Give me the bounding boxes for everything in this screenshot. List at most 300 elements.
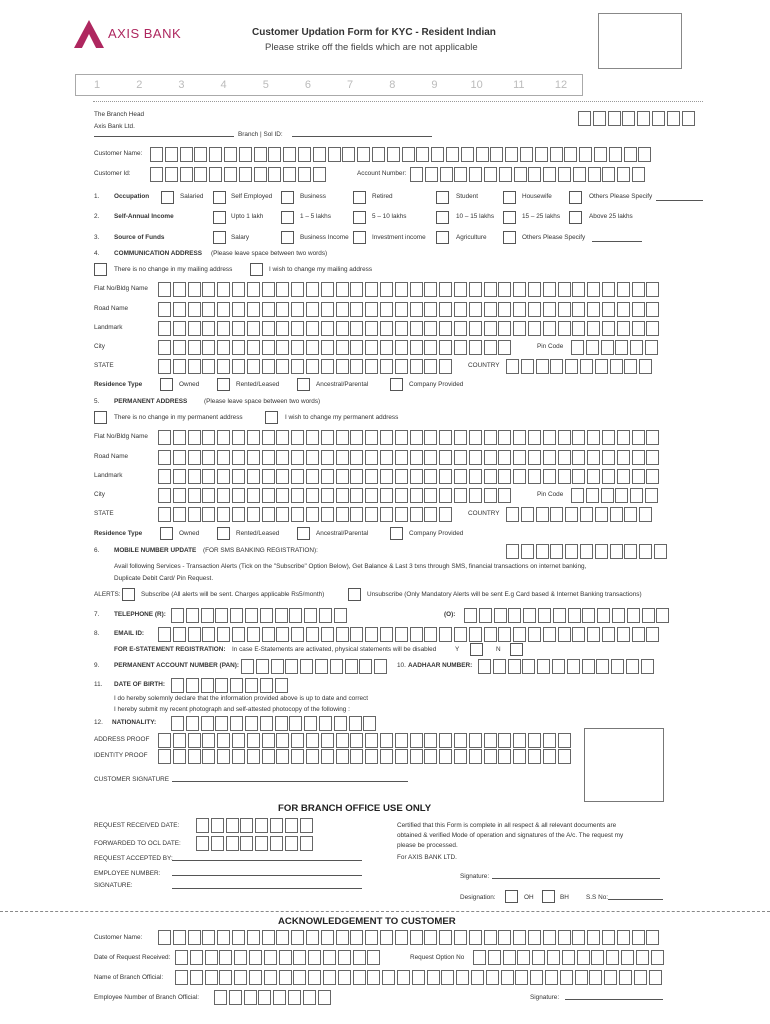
char-box[interactable] [217,450,230,465]
char-box[interactable] [158,733,171,748]
char-box[interactable] [632,302,645,317]
char-box[interactable] [528,430,541,445]
char-box[interactable] [249,950,262,965]
char-box[interactable] [572,321,585,336]
char-box[interactable] [188,488,201,503]
char-box[interactable] [547,950,560,965]
char-box[interactable] [446,147,459,162]
char-box[interactable] [630,488,643,503]
char-box[interactable] [336,930,349,945]
change-mailing-checkbox[interactable] [250,263,263,276]
char-box[interactable] [395,321,408,336]
char-box[interactable] [424,749,437,764]
char-box[interactable] [641,659,654,674]
char-box[interactable] [424,930,437,945]
char-box[interactable] [336,359,349,374]
char-box[interactable] [219,950,232,965]
char-box[interactable] [202,450,215,465]
char-box[interactable] [454,733,467,748]
char-box[interactable] [622,111,635,126]
char-box[interactable] [632,430,645,445]
char-box[interactable] [365,733,378,748]
char-box[interactable] [232,627,245,642]
char-box[interactable] [604,970,617,985]
char-box[interactable] [350,627,363,642]
char-box[interactable] [350,359,363,374]
char-box[interactable] [543,282,556,297]
char-box[interactable] [321,430,334,445]
char-box[interactable] [350,507,363,522]
char-box[interactable] [634,970,647,985]
char-box[interactable] [196,836,209,851]
char-box[interactable] [439,430,452,445]
char-box[interactable] [165,147,178,162]
occupation-others-line[interactable] [656,200,703,201]
char-box[interactable] [595,359,608,374]
char-box[interactable] [439,733,452,748]
char-box[interactable] [276,488,289,503]
char-box[interactable] [186,608,199,623]
char-box[interactable] [180,147,193,162]
char-box[interactable] [380,627,393,642]
char-box[interactable] [247,359,260,374]
char-box[interactable] [202,430,215,445]
char-box[interactable] [476,147,489,162]
char-box[interactable] [247,488,260,503]
char-box[interactable] [611,659,624,674]
char-box[interactable] [306,507,319,522]
char-box[interactable] [395,282,408,297]
income-option-checkbox[interactable] [353,211,366,224]
char-box[interactable] [469,430,482,445]
char-box[interactable] [395,430,408,445]
char-box[interactable] [424,507,437,522]
char-box[interactable] [202,733,215,748]
char-box[interactable] [357,147,370,162]
char-box[interactable] [271,659,284,674]
occupation-others-checkbox[interactable] [569,191,582,204]
char-box[interactable] [441,970,454,985]
perm-road-boxes[interactable] [158,450,661,465]
char-box[interactable] [410,282,423,297]
char-box[interactable] [454,930,467,945]
char-box[interactable] [276,450,289,465]
char-box[interactable] [639,359,652,374]
char-box[interactable] [440,167,453,182]
char-box[interactable] [171,608,184,623]
char-box[interactable] [350,469,363,484]
char-box[interactable] [173,430,186,445]
char-box[interactable] [215,716,228,731]
char-box[interactable] [646,450,659,465]
char-box[interactable] [626,659,639,674]
char-box[interactable] [298,167,311,182]
char-box[interactable] [247,450,260,465]
char-box[interactable] [247,430,260,445]
char-box[interactable] [517,950,530,965]
employee-number-line[interactable] [172,875,362,876]
char-box[interactable] [291,450,304,465]
char-box[interactable] [158,469,171,484]
char-box[interactable] [173,488,186,503]
char-box[interactable] [521,359,534,374]
dob-boxes[interactable] [171,678,289,693]
char-box[interactable] [158,749,171,764]
email-boxes[interactable] [158,627,661,642]
char-box[interactable] [490,147,503,162]
funds-option-checkbox[interactable] [436,231,449,244]
char-box[interactable] [232,469,245,484]
nationality-boxes[interactable] [171,716,378,731]
char-box[interactable] [194,147,207,162]
char-box[interactable] [523,608,536,623]
forwarded-boxes[interactable] [196,836,314,851]
char-box[interactable] [249,970,262,985]
char-box[interactable] [306,321,319,336]
char-box[interactable] [304,608,317,623]
char-box[interactable] [582,659,595,674]
char-box[interactable] [276,469,289,484]
char-box[interactable] [365,359,378,374]
char-box[interactable] [619,970,632,985]
char-box[interactable] [247,340,260,355]
char-box[interactable] [283,167,296,182]
char-box[interactable] [469,488,482,503]
char-box[interactable] [219,970,232,985]
char-box[interactable] [350,733,363,748]
char-box[interactable] [334,608,347,623]
char-box[interactable] [245,716,258,731]
char-box[interactable] [234,970,247,985]
char-box[interactable] [194,167,207,182]
char-box[interactable] [479,608,492,623]
char-box[interactable] [610,544,623,559]
char-box[interactable] [587,430,600,445]
char-box[interactable] [513,302,526,317]
char-box[interactable] [382,970,395,985]
char-box[interactable] [245,608,258,623]
char-box[interactable] [499,167,512,182]
char-box[interactable] [571,488,584,503]
char-box[interactable] [617,302,630,317]
char-box[interactable] [201,608,214,623]
char-box[interactable] [454,302,467,317]
char-box[interactable] [595,507,608,522]
char-box[interactable] [521,507,534,522]
char-box[interactable] [528,302,541,317]
char-box[interactable] [336,749,349,764]
char-box[interactable] [587,450,600,465]
char-box[interactable] [424,282,437,297]
char-box[interactable] [321,302,334,317]
char-box[interactable] [439,321,452,336]
char-box[interactable] [173,321,186,336]
char-box[interactable] [565,544,578,559]
char-box[interactable] [424,321,437,336]
char-box[interactable] [545,970,558,985]
char-box[interactable] [387,147,400,162]
char-box[interactable] [217,302,230,317]
char-box[interactable] [410,359,423,374]
char-box[interactable] [255,836,268,851]
char-box[interactable] [602,469,615,484]
char-box[interactable] [262,340,275,355]
char-box[interactable] [597,608,610,623]
char-box[interactable] [646,430,659,445]
char-box[interactable] [567,659,580,674]
char-box[interactable] [493,659,506,674]
char-box[interactable] [304,716,317,731]
char-box[interactable] [264,950,277,965]
char-box[interactable] [365,450,378,465]
char-box[interactable] [367,970,380,985]
char-box[interactable] [632,930,645,945]
char-box[interactable] [586,340,599,355]
char-box[interactable] [285,818,298,833]
officer-signature-line[interactable] [492,878,660,879]
char-box[interactable] [336,282,349,297]
char-box[interactable] [334,716,347,731]
char-box[interactable] [536,507,549,522]
perm-flat-boxes[interactable] [158,430,661,445]
char-box[interactable] [594,147,607,162]
char-box[interactable] [291,507,304,522]
char-box[interactable] [313,147,326,162]
char-box[interactable] [262,359,275,374]
char-box[interactable] [338,950,351,965]
char-box[interactable] [513,749,526,764]
char-box[interactable] [571,340,584,355]
char-box[interactable] [461,147,474,162]
char-box[interactable] [336,340,349,355]
char-box[interactable] [202,507,215,522]
char-box[interactable] [275,678,288,693]
pan-boxes[interactable] [241,659,389,674]
char-box[interactable] [580,359,593,374]
char-box[interactable] [498,749,511,764]
char-box[interactable] [503,950,516,965]
char-box[interactable] [270,836,283,851]
char-box[interactable] [279,970,292,985]
char-box[interactable] [469,749,482,764]
customer-signature-line[interactable] [172,781,408,782]
char-box[interactable] [624,507,637,522]
char-box[interactable] [508,608,521,623]
char-box[interactable] [632,321,645,336]
char-box[interactable] [247,321,260,336]
char-box[interactable] [318,990,331,1005]
char-box[interactable] [632,282,645,297]
char-box[interactable] [593,111,606,126]
char-box[interactable] [454,450,467,465]
char-box[interactable] [589,970,602,985]
char-box[interactable] [262,627,275,642]
char-box[interactable] [573,167,586,182]
char-box[interactable] [232,359,245,374]
char-box[interactable] [171,678,184,693]
char-box[interactable] [558,282,571,297]
char-box[interactable] [486,970,499,985]
char-box[interactable] [291,469,304,484]
char-box[interactable] [552,659,565,674]
char-box[interactable] [232,733,245,748]
char-box[interactable] [276,340,289,355]
char-box[interactable] [293,950,306,965]
char-box[interactable] [224,147,237,162]
char-box[interactable] [298,147,311,162]
char-box[interactable] [530,970,543,985]
char-box[interactable] [550,359,563,374]
char-box[interactable] [636,950,649,965]
residence-rented-checkbox[interactable] [217,378,230,391]
char-box[interactable] [656,608,669,623]
char-box[interactable] [186,678,199,693]
char-box[interactable] [291,340,304,355]
char-box[interactable] [513,627,526,642]
char-box[interactable] [578,111,591,126]
designation-bh-checkbox[interactable] [542,890,555,903]
char-box[interactable] [498,321,511,336]
char-box[interactable] [410,430,423,445]
char-box[interactable] [602,302,615,317]
char-box[interactable] [587,282,600,297]
char-box[interactable] [558,749,571,764]
char-box[interactable] [412,970,425,985]
char-box[interactable] [211,836,224,851]
char-box[interactable] [395,359,408,374]
char-box[interactable] [410,507,423,522]
char-box[interactable] [319,608,332,623]
char-box[interactable] [395,302,408,317]
char-box[interactable] [350,749,363,764]
char-box[interactable] [596,659,609,674]
char-box[interactable] [323,950,336,965]
char-box[interactable] [158,340,171,355]
mobile-number-boxes[interactable] [506,544,669,559]
char-box[interactable] [372,147,385,162]
char-box[interactable] [270,818,283,833]
char-box[interactable] [239,167,252,182]
char-box[interactable] [380,749,393,764]
perm-city-boxes[interactable] [158,488,513,503]
char-box[interactable] [345,659,358,674]
char-box[interactable] [579,147,592,162]
char-box[interactable] [262,469,275,484]
char-box[interactable] [158,430,171,445]
char-box[interactable] [513,450,526,465]
char-box[interactable] [336,450,349,465]
char-box[interactable] [268,147,281,162]
funds-others-line[interactable] [592,241,642,242]
char-box[interactable] [528,930,541,945]
identity-proof-boxes[interactable] [158,749,572,764]
char-box[interactable] [188,749,201,764]
char-box[interactable] [617,450,630,465]
char-box[interactable] [321,359,334,374]
residence-company-checkbox[interactable] [390,527,403,540]
occupation-student-checkbox[interactable] [436,191,449,204]
char-box[interactable] [258,990,271,1005]
subscribe-checkbox[interactable] [122,588,135,601]
ack-emp-no-boxes[interactable] [214,990,332,1005]
char-box[interactable] [158,282,171,297]
char-box[interactable] [630,340,643,355]
char-box[interactable] [535,147,548,162]
char-box[interactable] [469,321,482,336]
char-box[interactable] [649,970,662,985]
char-box[interactable] [410,321,423,336]
char-box[interactable] [682,111,695,126]
char-box[interactable] [454,430,467,445]
char-box[interactable] [365,321,378,336]
char-box[interactable] [173,930,186,945]
char-box[interactable] [621,950,634,965]
char-box[interactable] [276,282,289,297]
date-boxes[interactable] [578,111,696,126]
ack-signature-line[interactable] [565,999,663,1000]
char-box[interactable] [196,818,209,833]
char-box[interactable] [501,970,514,985]
char-box[interactable] [262,430,275,445]
char-box[interactable] [215,608,228,623]
char-box[interactable] [484,749,497,764]
char-box[interactable] [595,544,608,559]
char-box[interactable] [402,147,415,162]
char-box[interactable] [365,282,378,297]
char-box[interactable] [498,430,511,445]
char-box[interactable] [484,340,497,355]
char-box[interactable] [498,450,511,465]
char-box[interactable] [506,544,519,559]
accepted-line[interactable] [172,860,362,861]
char-box[interactable] [173,340,186,355]
char-box[interactable] [528,321,541,336]
estatement-y-checkbox[interactable] [470,643,483,656]
char-box[interactable] [247,507,260,522]
char-box[interactable] [350,450,363,465]
char-box[interactable] [410,627,423,642]
char-box[interactable] [469,469,482,484]
char-box[interactable] [276,507,289,522]
char-box[interactable] [572,627,585,642]
char-box[interactable] [610,359,623,374]
char-box[interactable] [553,608,566,623]
char-box[interactable] [247,733,260,748]
char-box[interactable] [180,167,193,182]
char-box[interactable] [217,469,230,484]
char-box[interactable] [217,733,230,748]
char-box[interactable] [513,321,526,336]
char-box[interactable] [232,749,245,764]
customer-name-boxes[interactable] [150,147,653,162]
char-box[interactable] [528,627,541,642]
char-box[interactable] [262,749,275,764]
char-box[interactable] [338,970,351,985]
char-box[interactable] [202,930,215,945]
char-box[interactable] [424,627,437,642]
occupation-business-checkbox[interactable] [281,191,294,204]
char-box[interactable] [410,340,423,355]
char-box[interactable] [380,321,393,336]
char-box[interactable] [520,147,533,162]
char-box[interactable] [646,302,659,317]
char-box[interactable] [558,321,571,336]
char-box[interactable] [651,950,664,965]
char-box[interactable] [255,818,268,833]
char-box[interactable] [173,627,186,642]
char-box[interactable] [484,930,497,945]
designation-oh-checkbox[interactable] [505,890,518,903]
